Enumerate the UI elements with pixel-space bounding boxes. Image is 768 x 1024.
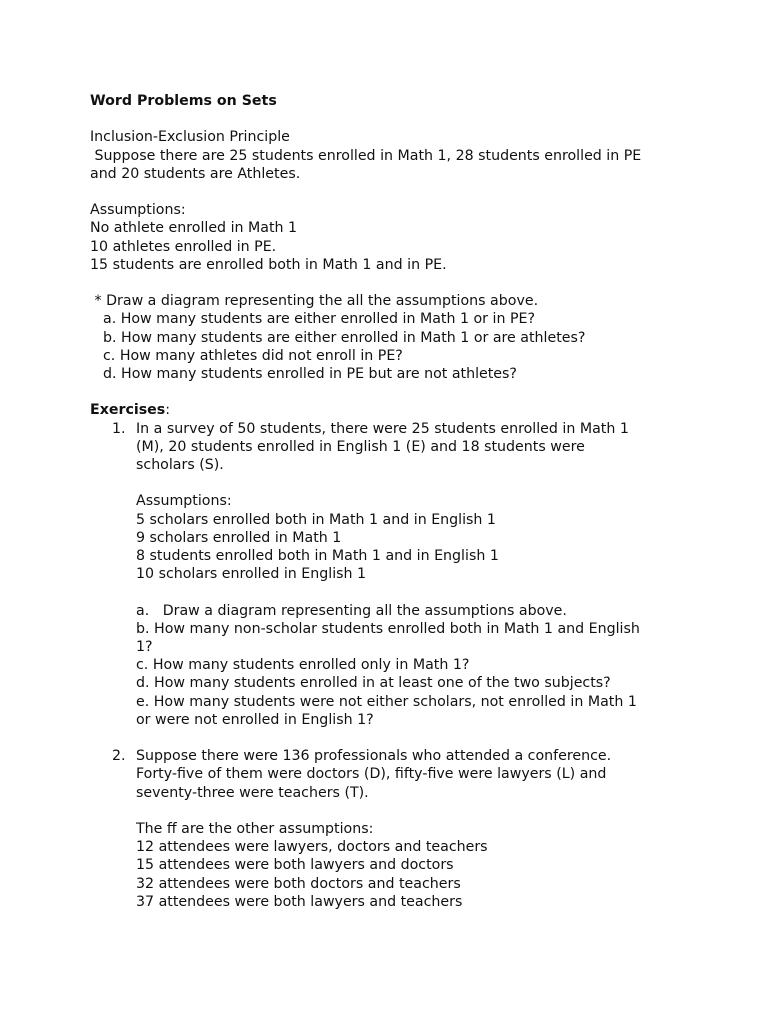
spacer (90, 383, 690, 401)
assumption-line: 37 attendees were both lawyers and teachers (136, 893, 463, 910)
spacer (136, 802, 690, 820)
exercise-text-line: (M), 20 students enrolled in English 1 (E) and 18 students were (136, 438, 585, 455)
question-line: a. Draw a diagram representing all the assumptions above. (136, 602, 567, 619)
assumption-line: 12 attendees were lawyers, doctors and teachers (136, 839, 488, 856)
exercise-text-line: Forty-five of them were doctors (D), fifty-five were lawyers (L) and (136, 766, 607, 783)
exercise-number: 1. (112, 420, 126, 437)
spacer (90, 274, 690, 292)
exercise-text-line: seventy-three were teachers (T). (136, 784, 369, 801)
spacer (90, 729, 690, 747)
assumption-line: No athlete enrolled in Math 1 (90, 220, 298, 237)
spacer (90, 110, 690, 128)
assumption-line: 15 students are enrolled both in Math 1 and in PE. (90, 256, 447, 273)
question-line: b. How many non-scholar students enrolled both in Math 1 and English (136, 620, 640, 637)
task-line: * Draw a diagram representing the all the assumptions above. (90, 293, 539, 310)
exercise-text-line: Suppose there were 136 professionals who attended a conference. (136, 748, 612, 765)
intro-text-line: and 20 students are Athletes. (90, 165, 301, 182)
question-line: b. How many students are either enrolled in Math 1 or are athletes? (103, 329, 586, 346)
assumptions-heading: Assumptions: (90, 202, 186, 219)
spacer (90, 183, 690, 201)
exercise-text-line: scholars (S). (136, 457, 224, 473)
section-heading: Inclusion-Exclusion Principle (90, 129, 290, 146)
assumptions-heading: Assumptions: (136, 493, 232, 510)
document-content (90, 92, 690, 911)
assumption-line: 8 students enrolled both in Math 1 and in English 1 (136, 548, 499, 564)
question-line: c. How many students enrolled only in Math 1? (136, 657, 470, 674)
spacer (136, 583, 690, 601)
exercises-heading (90, 401, 690, 419)
assumption-line: 15 attendees were both lawyers and doctors (136, 857, 454, 874)
exercises-label: Exercises (90, 402, 166, 419)
question-line: 1? (136, 639, 153, 655)
assumptions-heading: The ff are the other assumptions: (136, 821, 374, 837)
exercise-number: 2. (112, 748, 126, 765)
question-line: c. How many athletes did not enroll in PE? (103, 347, 403, 364)
page-title: Word Problems on Sets (90, 93, 277, 109)
assumption-line: 5 scholars enrolled both in Math 1 and in English 1 (136, 511, 496, 528)
question-line: d. How many students enrolled in PE but are not athletes? (103, 366, 517, 382)
assumption-line: 32 attendees were both doctors and teachers (136, 875, 461, 892)
assumption-line: 10 athletes enrolled in PE. (90, 238, 277, 255)
question-line: d. How many students enrolled in at least one of the two subjects? (136, 675, 611, 692)
assumption-line: 10 scholars enrolled in English 1 (136, 566, 367, 583)
exercise-text-line: In a survey of 50 students, there were 25 students enrolled in Math 1 (136, 420, 629, 437)
exercise-item (90, 747, 690, 911)
spacer (136, 474, 690, 492)
question-line: a. How many students are either enrolled in Math 1 or in PE? (103, 311, 536, 328)
exercise-item (90, 420, 690, 729)
exercises-label-suffix: : (165, 402, 171, 419)
question-line: or were not enrolled in English 1? (136, 711, 374, 728)
question-line: e. How many students were not either scholars, not enrolled in Math 1 (136, 693, 637, 710)
assumption-line: 9 scholars enrolled in Math 1 (136, 529, 342, 546)
intro-text-line: Suppose there are 25 students enrolled in Math 1, 28 students enrolled in PE (90, 147, 642, 164)
